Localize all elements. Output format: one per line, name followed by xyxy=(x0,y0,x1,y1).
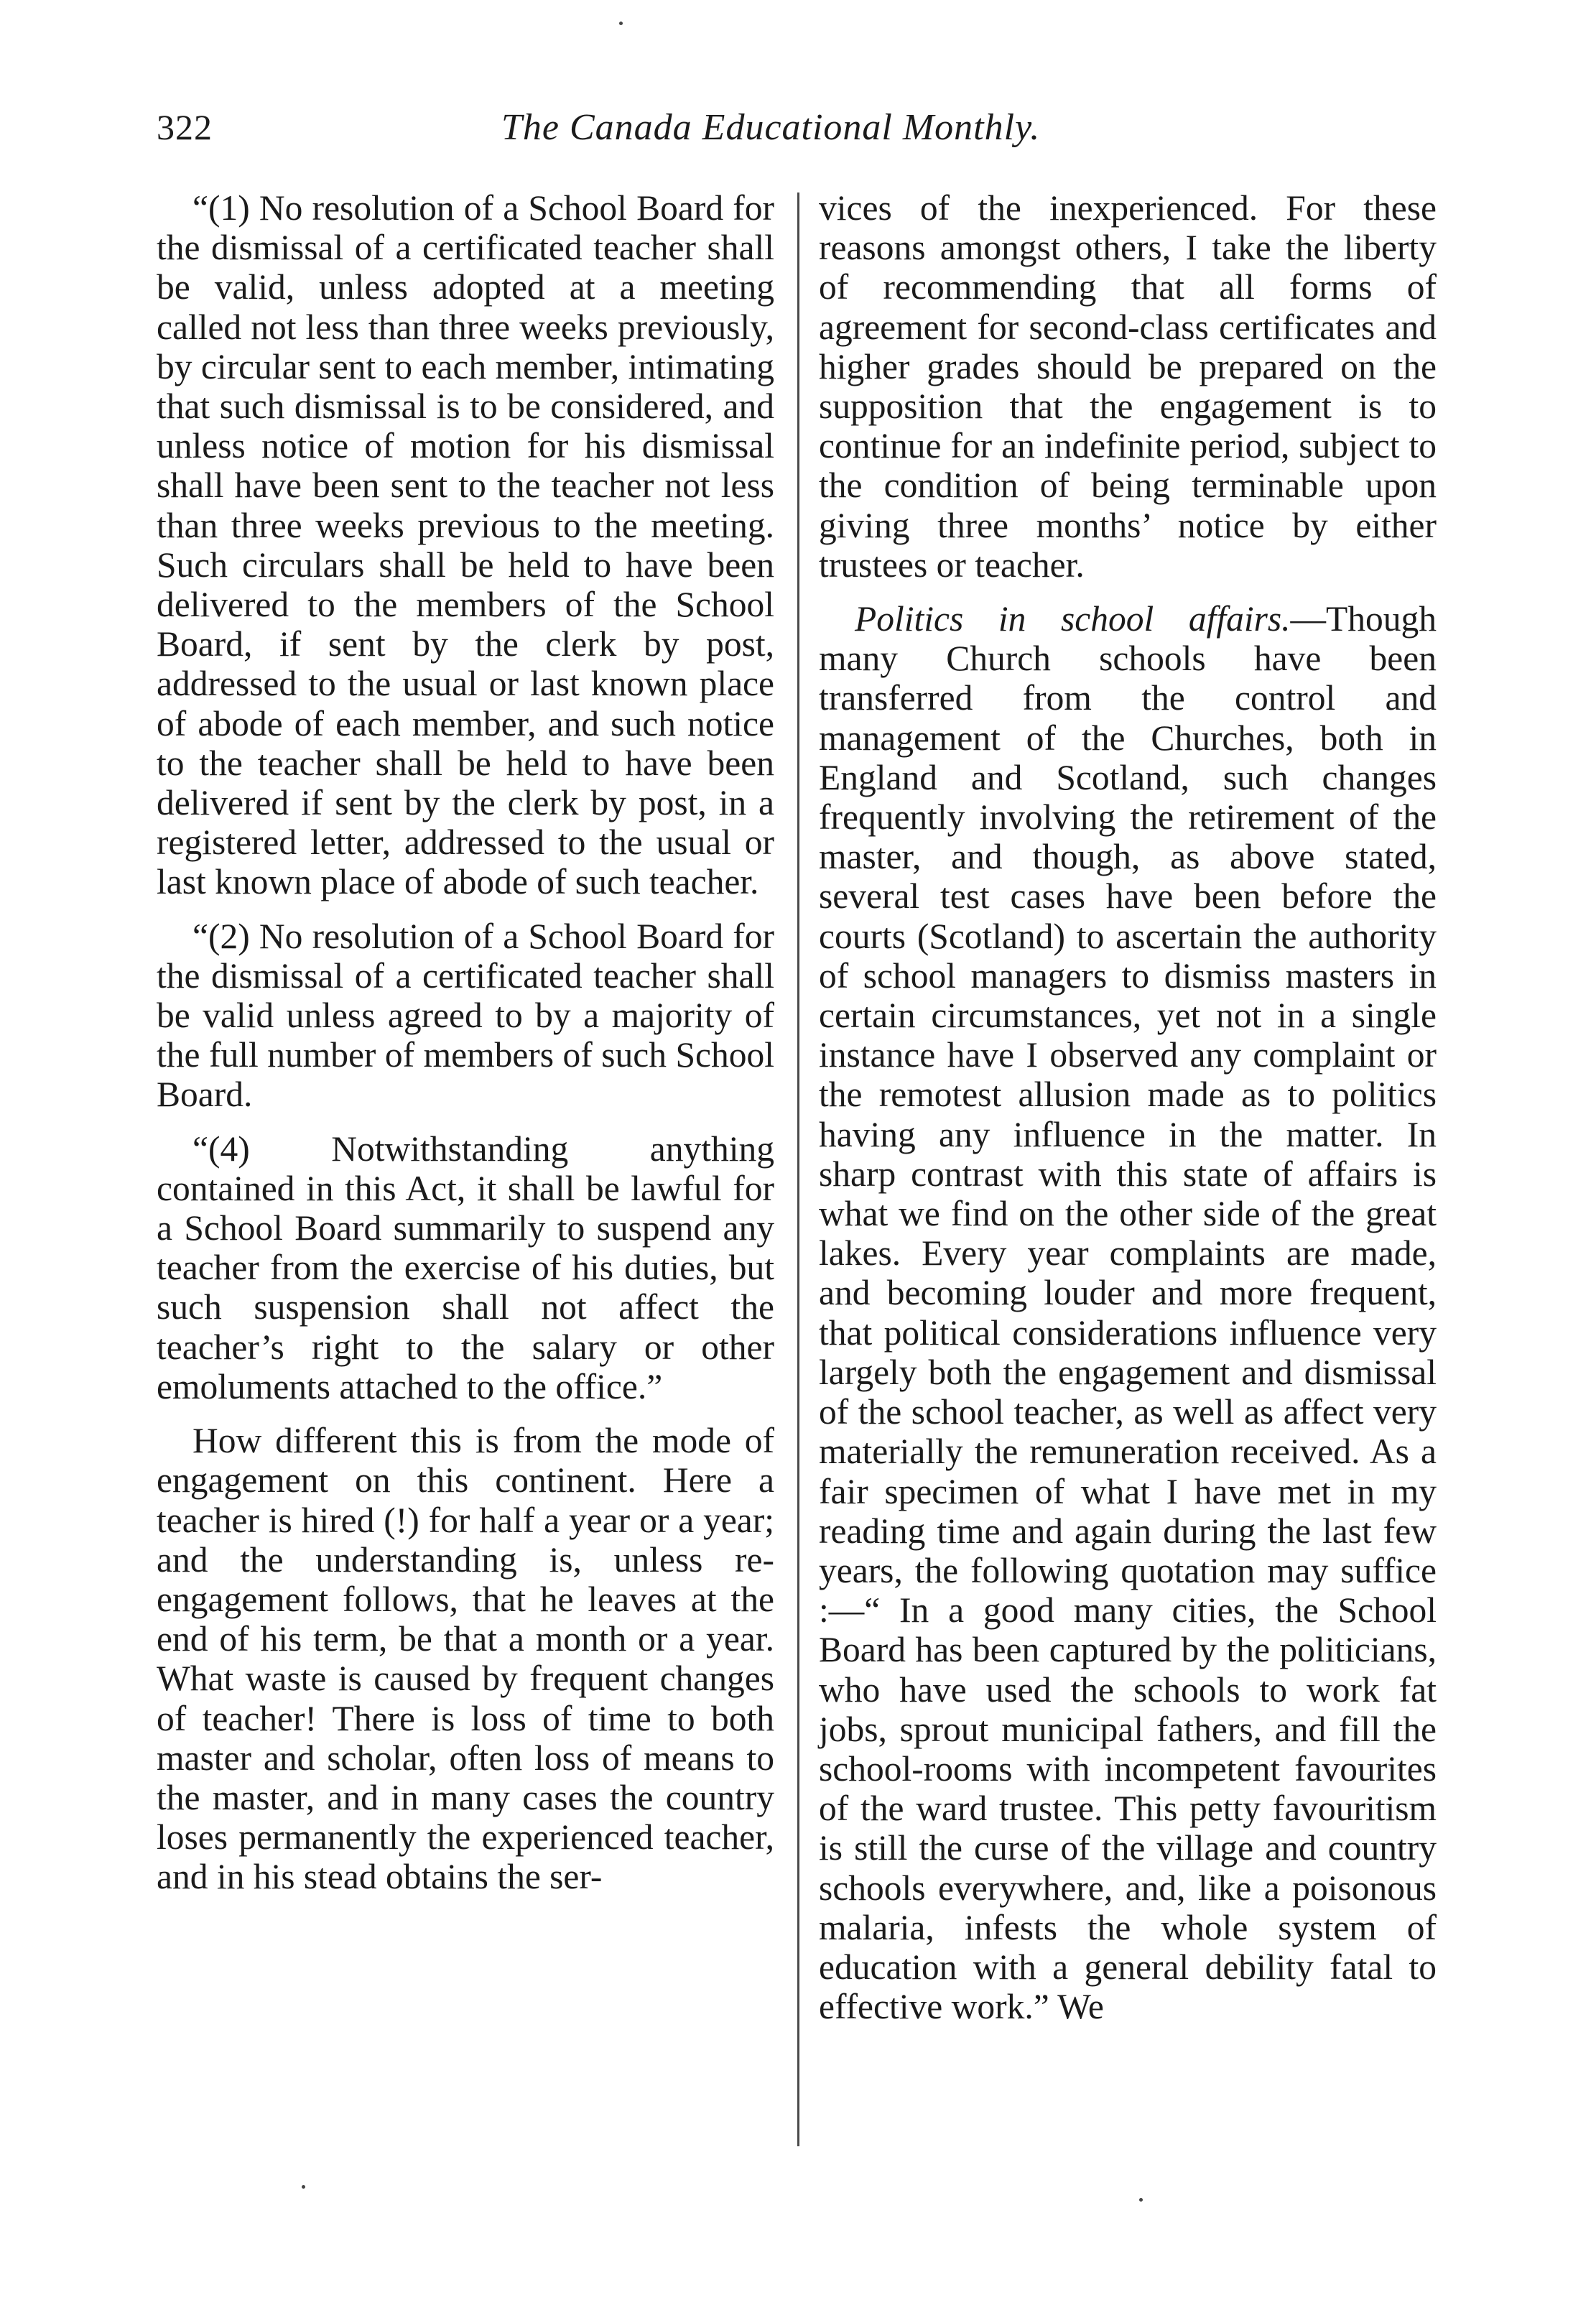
left-paragraph-2: “(2) No resolution of a School Board for the dismissal of a certificated teacher shall be valid unless agreed to by a majority of the full number of members of such School Board. xyxy=(157,916,774,1115)
left-paragraph-4: How different this is from the mode of engagement on this continent. Here a teacher is hired (!) for half a year or a year; and the understanding is, unless re-engagement follows, that he leaves at the end of his term, be that a month or a year. What waste is caused by frequent changes of teacher! There is loss of time to both master and scholar, often loss of means to the master, and in many cases the country loses permanently the experienced teacher, and in his stead obtains the ser- xyxy=(157,1421,774,1897)
left-paragraph-3: “(4) Notwithstanding anything contained in this Act, it shall be lawful for a School Board summarily to suspend any teacher from the exercise of his duties, but such suspension shall not affect the teacher’s right to the salary or other emoluments attached to the office.” xyxy=(157,1128,774,1406)
right-paragraph-2 xyxy=(819,599,1437,2026)
right-column xyxy=(819,188,1437,2026)
print-speck xyxy=(1139,2198,1143,2202)
right-paragraph-1: vices of the inexperienced. For these reasons amongst others, I take the liberty of recommending that all forms of agreement for second-class certificates and higher grades should be prepared on the supposition that the engagement is to continue for an indefinite period, subject to the condition of being terminable upon giving three months’ notice by either trustees or teacher. xyxy=(819,188,1437,585)
left-column xyxy=(157,188,774,1897)
right-paragraph-2-text: —Though many Church schools have been transferred from the control and management of the Churches, both in England and Scotland, such changes frequently involving the retirement of the master, and though, as above stated, several test cases have been before the courts (Scotland) to ascertain the authority of school managers to dismiss masters in certain circumstances, yet not in a single instance have I observed any complaint or the remotest allusion made as to politics having any influence in the matter. In sharp contrast with this state of affairs is what we find on the other side of the great lakes. Every year complaints are made, and becoming louder and more frequent, that political considerations influence very largely both the engagement and dismissal of the school teacher, as well as affect very materially the remuneration received. As a fair specimen of what I have met in my reading time and again during the last few years, the following quotation may suffice :—“ In a good many cities, the School Board has been captured by the politicians, who have used the schools to work fat jobs, sprout municipal fathers, and fill the school-rooms with incompetent favourites of the ward trustee. This petty favouritism is still the curse of the village and country schools everywhere, and, like a poisonous malaria, infests the whole system of education with a general debility fatal to effective work.” We xyxy=(819,599,1437,2027)
left-paragraph-1: “(1) No resolution of a School Board for the dismissal of a certificated teacher shall be valid, unless adopted at a meeting called not less than three weeks previously, by circular sent to each member, intimating that such dismissal is to be considered, and unless notice of motion for his dismissal shall have been sent to the teacher not less than three weeks previous to the meeting. Such circulars shall be held to have been delivered to the members of the School Board, if sent by the clerk by post, addressed to the usual or last known place of abode of each member, and such notice to the teacher shall be held to have been delivered if sent by the clerk by post, in a registered letter, addressed to the usual or last known place of abode of such teacher. xyxy=(157,188,774,902)
page-header xyxy=(157,106,1493,157)
section-heading-politics: Politics in school affairs. xyxy=(855,599,1291,639)
running-title: The Canada Educational Monthly. xyxy=(501,107,1041,148)
print-speck xyxy=(302,2185,305,2189)
page-number: 322 xyxy=(157,107,213,147)
column-divider xyxy=(797,193,799,2146)
print-speck xyxy=(619,22,623,25)
